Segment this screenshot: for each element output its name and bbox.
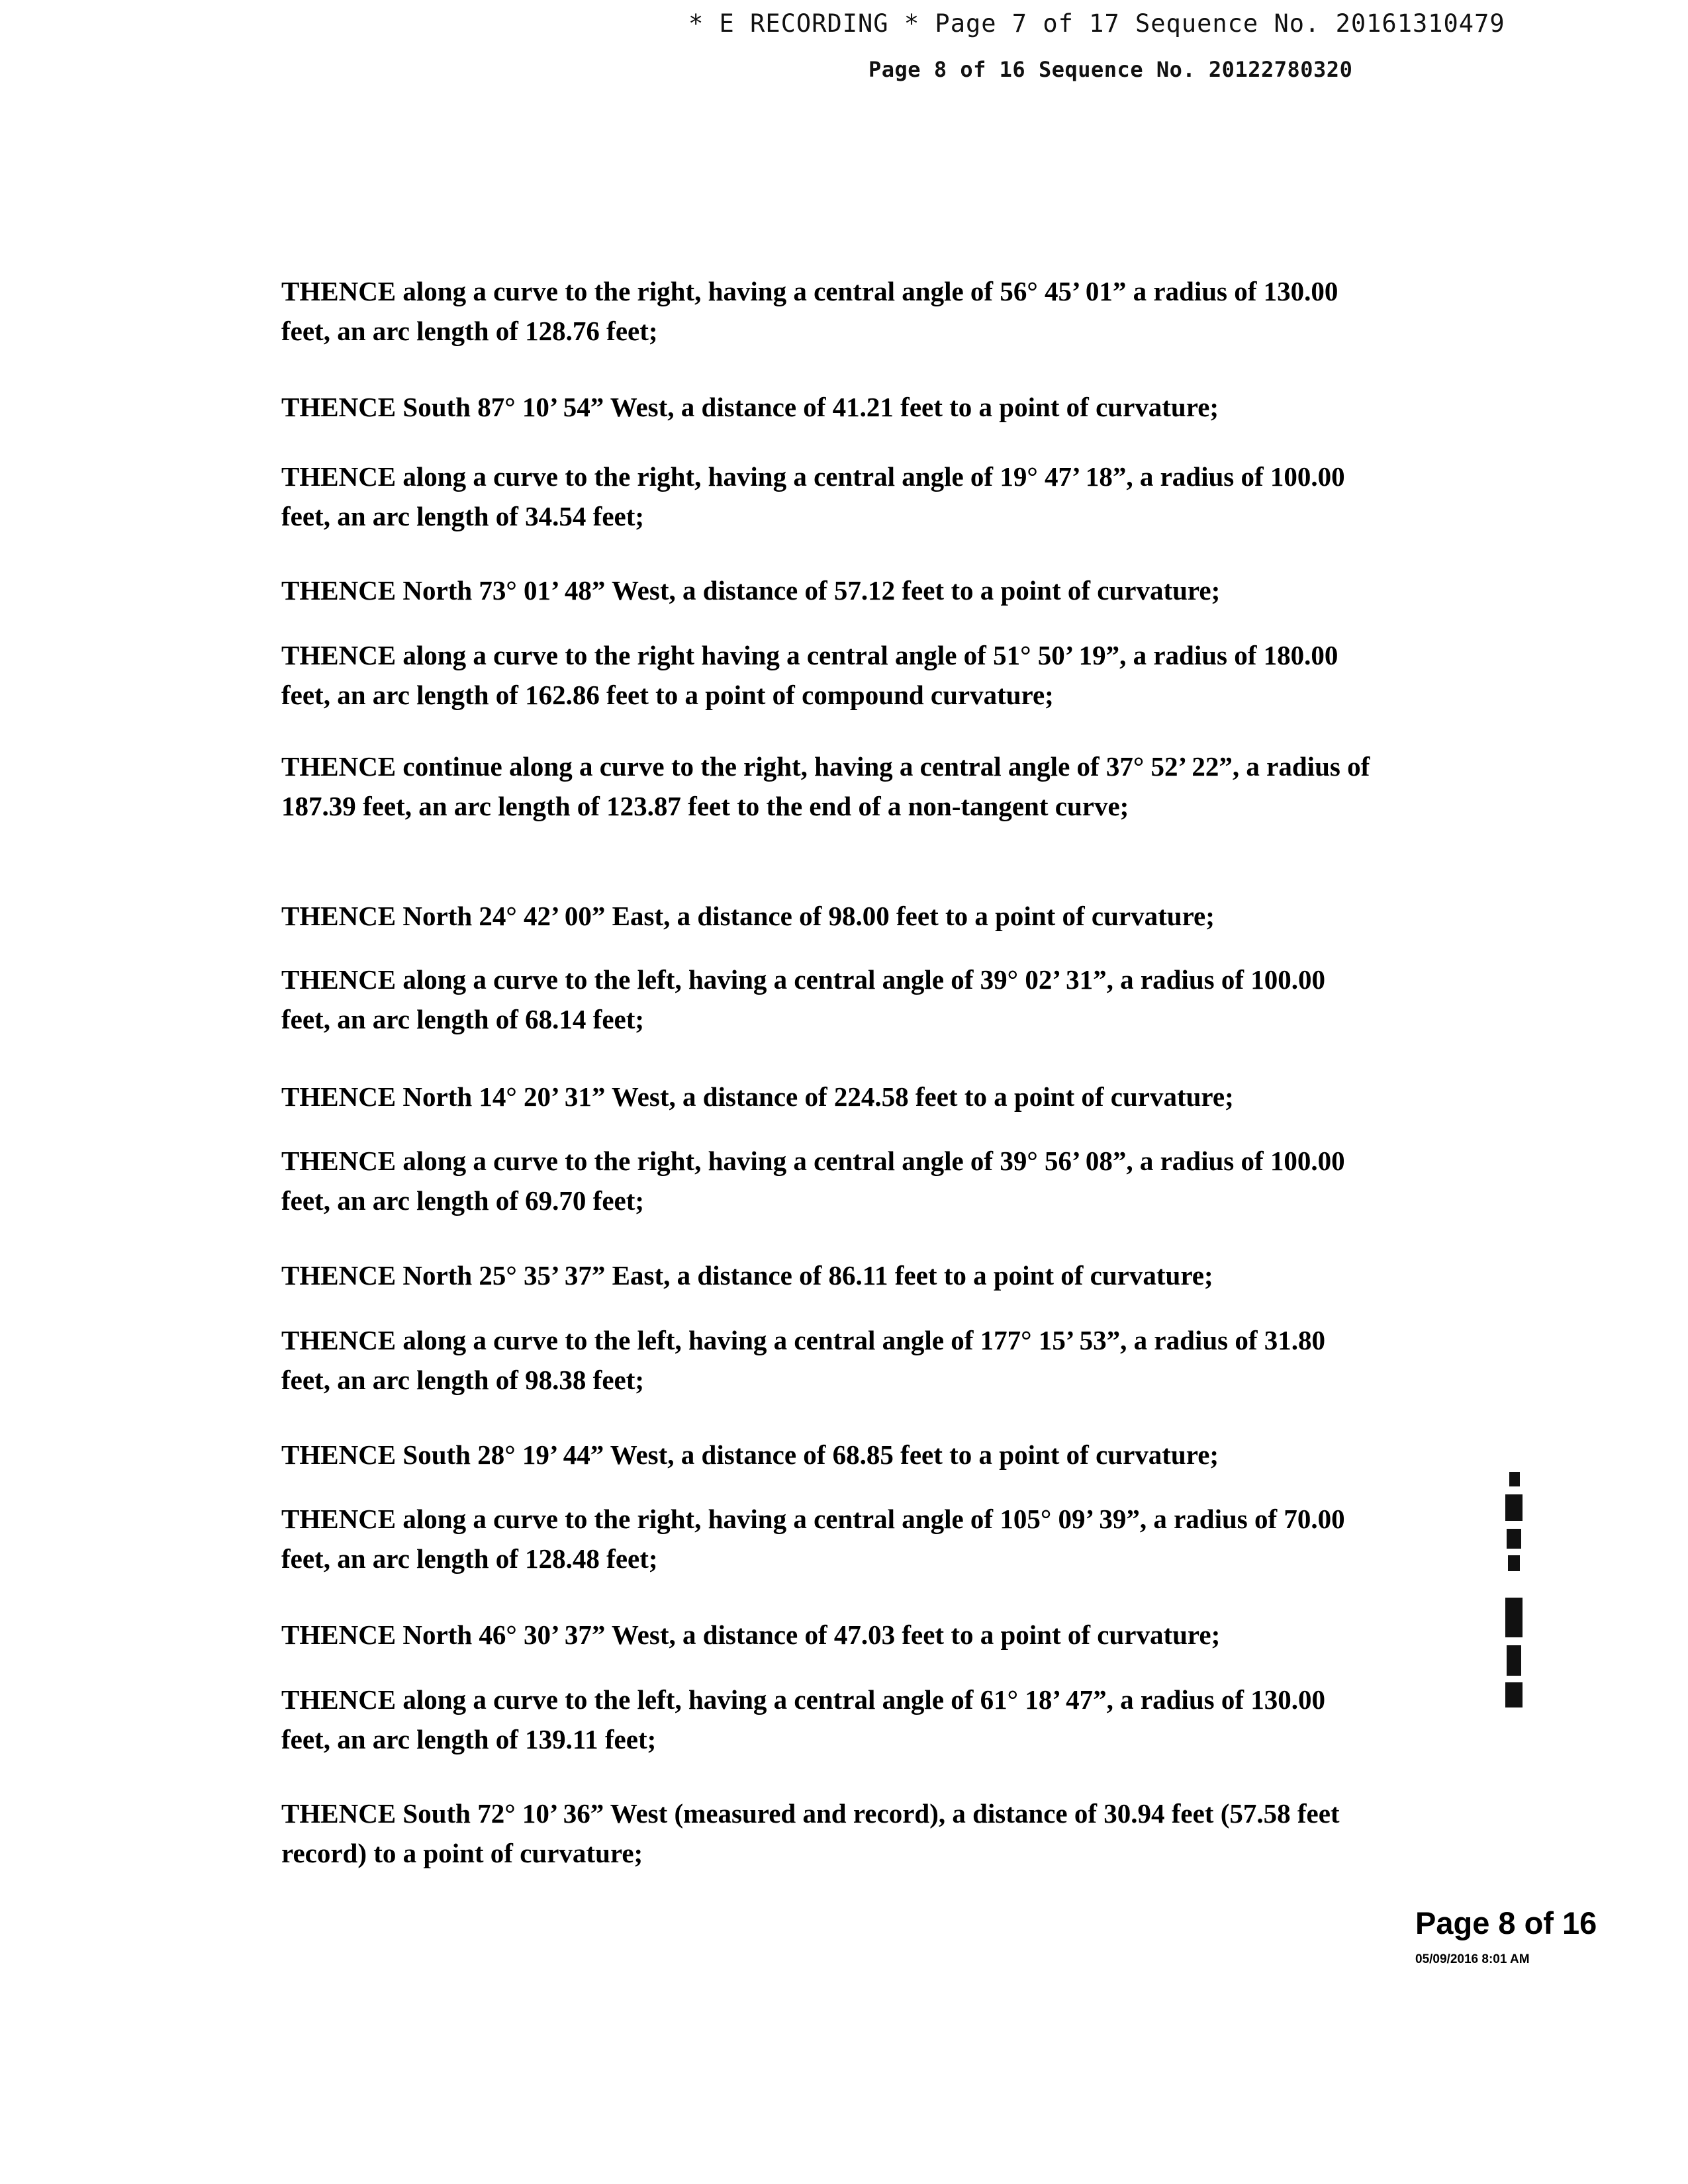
paragraph: THENCE North 73° 01’ 48” West, a distance of 57.12 feet to a point of curvature; [281, 575, 1221, 606]
paragraph: THENCE South 87° 10’ 54” West, a distance of 41.21 feet to a point of curvature; [281, 392, 1219, 422]
paragraph: THENCE South 72° 10’ 36” West (measured and record), a distance of 30.94 feet (57.58 feet record) to a point of curvature; [281, 1798, 1340, 1868]
paragraph: THENCE along a curve to the right, having a central angle of 105° 09’ 39”, a radius of 70.00 feet, an arc length of 128.48 feet; [281, 1504, 1345, 1574]
paragraph: THENCE along a curve to the left, having a central angle of 61° 18’ 47”, a radius of 130.00 feet, an arc length of 139.11 feet; [281, 1684, 1325, 1754]
paragraph: THENCE North 46° 30’ 37” West, a distance of 47.03 feet to a point of curvature; [281, 1619, 1221, 1650]
paragraph: THENCE North 25° 35’ 37” East, a distance of 86.11 feet to a point of curvature; [281, 1260, 1213, 1291]
page-number: Page 8 of 16 [1415, 1905, 1597, 1940]
paragraph: THENCE along a curve to the left, having a central angle of 177° 15’ 53”, a radius of 31.80 feet, an arc length of 98.38 feet; [281, 1325, 1325, 1395]
rotated-recording-stamp [1496, 1472, 1536, 1723]
paragraph: THENCE North 24° 42’ 00” East, a distance of 98.00 feet to a point of curvature; [281, 901, 1215, 931]
paragraph: THENCE along a curve to the right having a central angle of 51° 50’ 19”, a radius of 180.00 feet, an arc length of 162.86 feet to a point of compound curvature; [281, 640, 1338, 710]
original-sequence-header: Page 8 of 16 Sequence No. 20122780320 [868, 57, 1353, 82]
legal-description-body [281, 0, 1374, 1985]
paragraph: THENCE South 28° 19’ 44” West, a distance of 68.85 feet to a point of curvature; [281, 1439, 1219, 1470]
paragraph: THENCE North 14° 20’ 31” West, a distance of 224.58 feet to a point of curvature; [281, 1081, 1234, 1112]
paragraph: THENCE along a curve to the right, having a central angle of 56° 45’ 01” a radius of 130.00 feet, an arc length of 128.76 feet; [281, 276, 1338, 346]
recording-header: * E RECORDING * Page 7 of 17 Sequence No. 20161310479 [688, 9, 1505, 38]
paragraph: THENCE continue along a curve to the right, having a central angle of 37° 52’ 22”, a radius of 187.39 feet, an arc length of 123.87 feet to the end of a non-tangent curve; [281, 751, 1370, 821]
paragraph: THENCE along a curve to the left, having a central angle of 39° 02’ 31”, a radius of 100.00 feet, an arc length of 68.14 feet; [281, 964, 1325, 1034]
recording-timestamp: 05/09/2016 8:01 AM [1415, 1952, 1530, 1966]
paragraph: THENCE along a curve to the right, having a central angle of 19° 47’ 18”, a radius of 100.00 feet, an arc length of 34.54 feet; [281, 461, 1345, 531]
paragraph: THENCE along a curve to the right, having a central angle of 39° 56’ 08”, a radius of 100.00 feet, an arc length of 69.70 feet; [281, 1146, 1345, 1216]
